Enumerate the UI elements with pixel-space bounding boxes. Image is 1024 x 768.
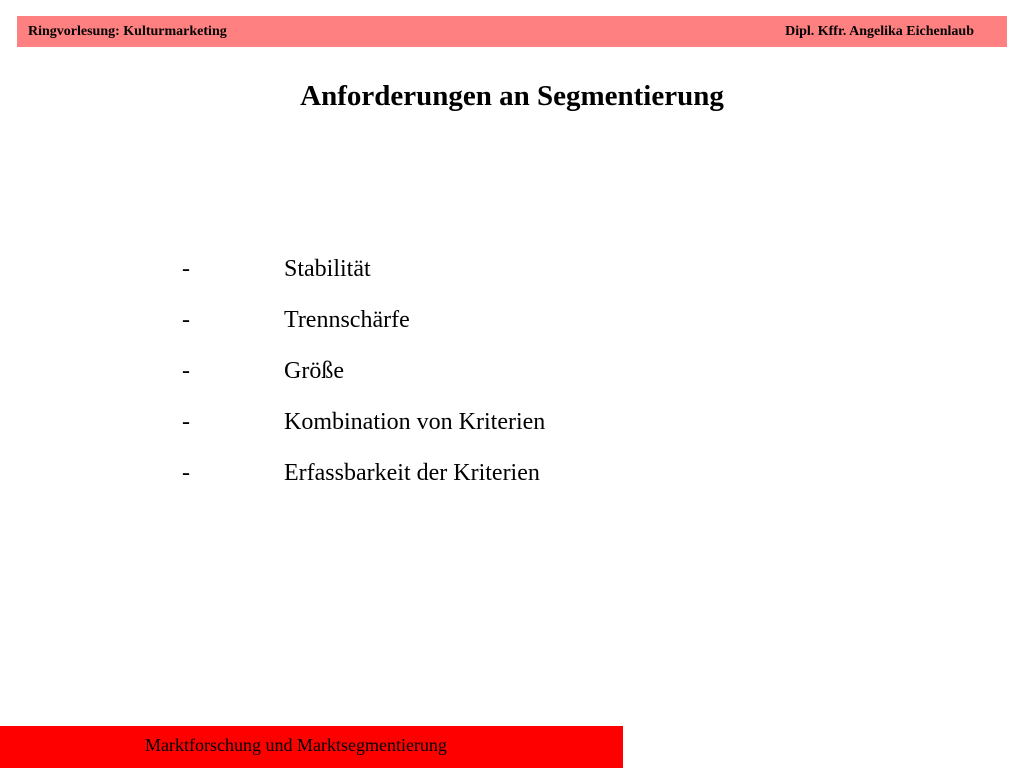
bullet-text: Größe	[284, 358, 344, 384]
header-bar	[17, 16, 1007, 47]
lecture-series-label: Ringvorlesung: Kulturmarketing	[28, 24, 227, 39]
bullet-text: Kombination von Kriterien	[284, 409, 546, 435]
footer-bar	[0, 726, 623, 768]
bullet-dash: -	[182, 460, 190, 486]
bullet-text: Trennschärfe	[284, 307, 410, 333]
bullet-text: Erfassbarkeit der Kriterien	[284, 460, 540, 486]
author-label: Dipl. Kffr. Angelika Eichenlaub	[785, 24, 974, 39]
bullet-dash: -	[182, 256, 190, 282]
bullet-text: Stabilität	[284, 256, 371, 282]
bullet-dash: -	[182, 409, 190, 435]
footer-topic-label: Marktforschung und Marktsegmentierung	[145, 735, 447, 755]
bullet-dash: -	[182, 358, 190, 384]
slide-title: Anforderungen an Segmentierung	[300, 80, 724, 112]
bullet-dash: -	[182, 307, 190, 333]
